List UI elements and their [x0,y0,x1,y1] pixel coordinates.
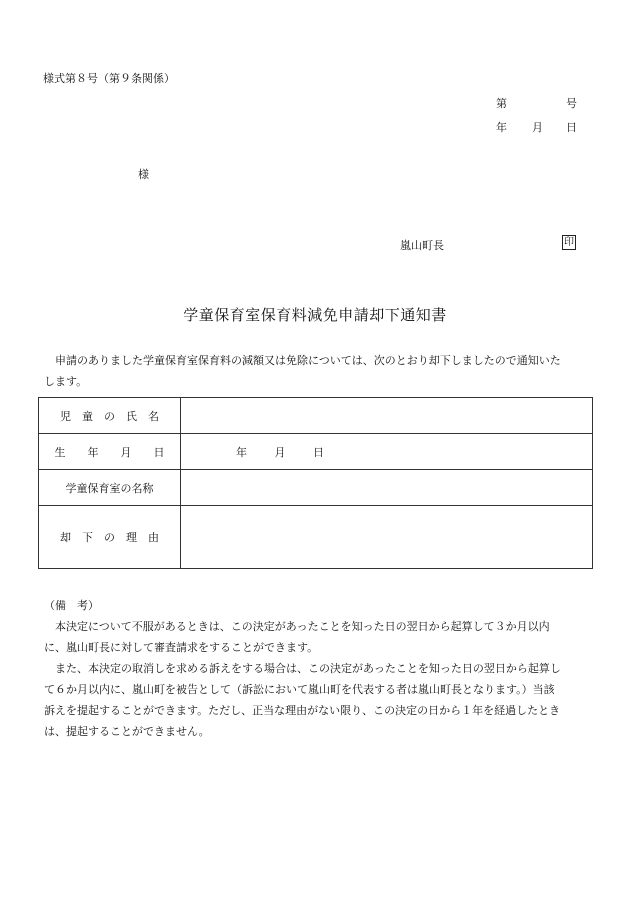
notes-heading: （備 考） [44,599,99,612]
table-row [39,398,593,434]
birth-day: 日 [313,445,324,459]
notes-p2-line4: は、提起することができません。 [44,725,210,738]
intro-line-2: します。 [44,375,88,388]
recipient-suffix: 様 [138,168,149,181]
label-birthdate: 生 年 月 日 [39,434,181,470]
notes-section [44,595,600,742]
document-title: 学童保育室保育料減免申請却下通知書 [183,306,447,324]
notes-p2-line1: また、本決定の取消しを求める訴えをする場合は、この決定があったことを知った日の翌日から起算し [55,662,561,675]
intro-line-1: 申請のありました学童保育室保育料の減額又は免除については、次のとおり却下しましたので通知いた [55,354,561,367]
issuer-name: 嵐山町長 [400,239,444,252]
label-rejection-reason: 却 下 の 理 由 [39,506,181,569]
form-number: 様式第８号（第９条関係） [43,72,175,85]
table-row [39,434,593,470]
notes-p2-line2: て６か月以内に、嵐山町を被告として（訴訟において嵐山町を代表する者は嵐山町長となります。）当該 [44,683,555,696]
date-month: 月 [532,121,543,134]
value-rejection-reason [181,506,593,569]
date-day: 日 [566,121,577,134]
date-year: 年 [496,121,507,134]
label-child-name: 児 童 の 氏 名 [39,398,181,434]
value-birthdate [181,434,593,470]
birth-year: 年 [236,445,247,459]
notes-p2-line3: 訴えを提起することができます。ただし、正当な理由がない限り、この決定の日から１年を経過したとき [44,704,561,717]
table-row [39,470,593,506]
notes-p1-line2: に、嵐山町長に対して審査請求をすることができます。 [44,641,319,654]
seal-mark [562,235,576,250]
label-facility-name: 学童保育室の名称 [39,470,181,506]
table-row [39,506,593,569]
notice-table [38,397,593,569]
birth-month: 月 [274,445,286,459]
intro-paragraph [44,350,604,392]
seal-label: 印 [564,237,574,248]
doc-number-suffix: 号 [566,97,577,110]
value-child-name [181,398,593,434]
notes-p1-line1: 本決定について不服があるときは、この決定があったことを知った日の翌日から起算して３か月以内 [55,620,550,633]
value-facility-name [181,470,593,506]
doc-number-prefix: 第 [496,97,507,110]
